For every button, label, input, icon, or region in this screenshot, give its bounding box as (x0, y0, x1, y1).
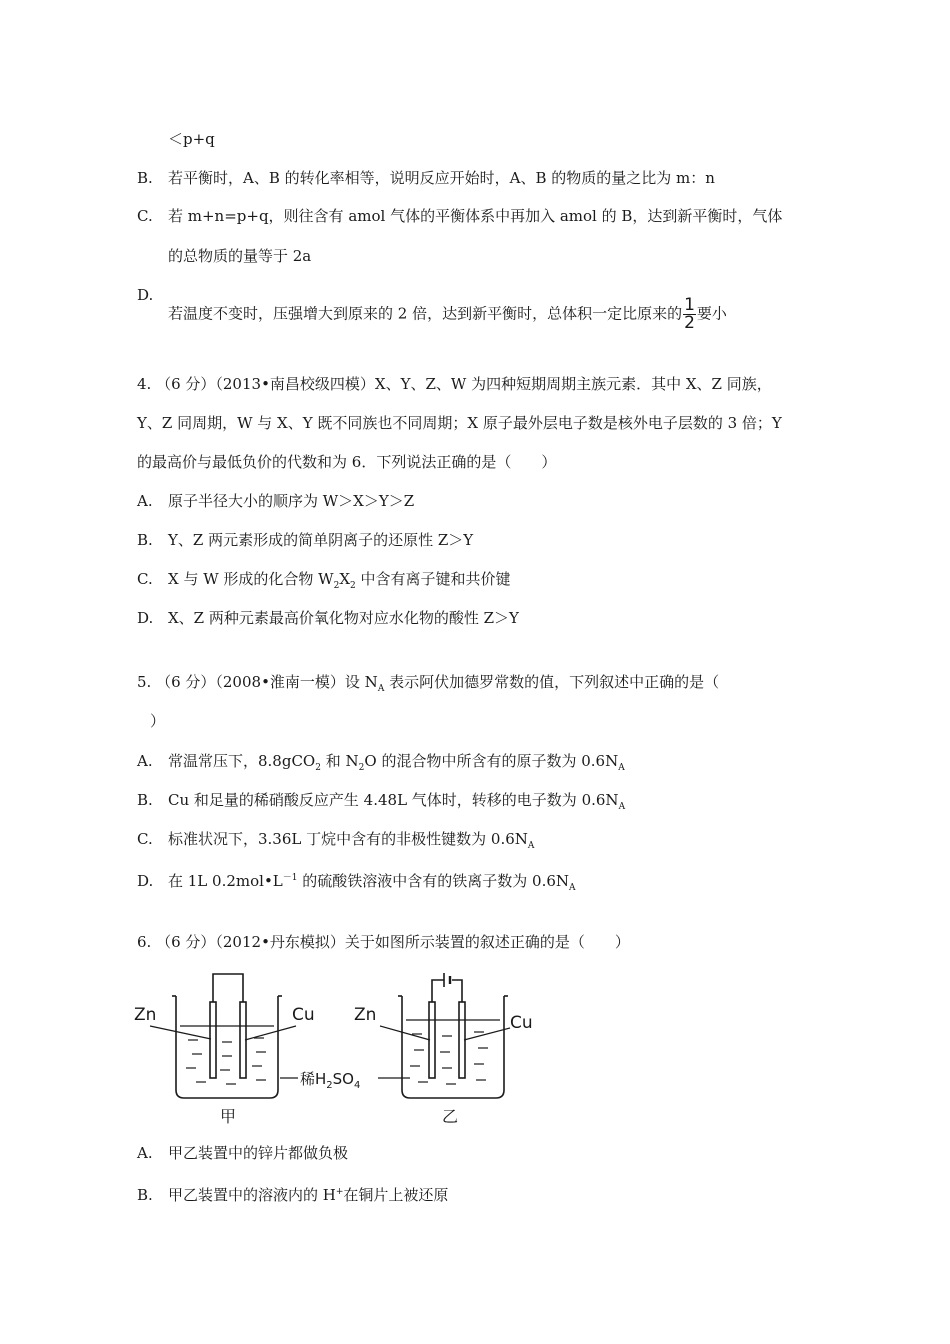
option-text: X (339, 570, 351, 588)
q3-option-c-continuation: 的总物质的量等于 2a (168, 247, 312, 265)
subscript: 2 (350, 581, 356, 591)
stem-text: 表示阿伏加德罗常数的值，下列叙述中正确的是（ (384, 673, 720, 691)
caption-right: 乙 (442, 1107, 459, 1126)
option-text: 的硫酸铁溶液中含有的铁离子数为 0.6N (297, 872, 570, 890)
option-label: D. (137, 609, 154, 627)
q3-option-d-label (137, 285, 168, 305)
option-text: 若平衡时，A、B 的转化率相等，说明反应开始时，A、B 的物质的量之比为 m：n (168, 169, 715, 187)
option-text: 甲乙装置中的锌片都做负极 (168, 1144, 349, 1162)
wire-left (213, 974, 243, 1002)
subscript: A (618, 763, 625, 773)
fraction-numerator: 1 (684, 295, 695, 315)
q6-option-b (137, 1182, 448, 1205)
q4-option-c (137, 569, 511, 596)
q4-option-a (137, 491, 414, 511)
superscript: －1 (282, 873, 298, 883)
subscript: 2 (333, 581, 340, 591)
zn-label-left: Zn (134, 1005, 157, 1025)
cu-label-right: Cu (510, 1013, 533, 1033)
fraction-denominator: 2 (684, 313, 695, 333)
option-text: 中含有离子键和共价键 (355, 570, 511, 588)
option-text: 标准状况下，3.36L 丁烷中含有的非极性键数为 0.6N (168, 830, 528, 848)
subscript: A (618, 802, 626, 812)
subscript: A (377, 684, 385, 694)
q4-stem-line3: 的最高价与最低负价的代数和为 6．下列说法正确的是（ ） (137, 453, 557, 471)
q4-option-d (137, 608, 519, 628)
q4-stem-line2: Y、Z 同周期，W 与 X、Y 既不同族也不同周期；X 原子最外层电子数是核外电子层数的 3 倍；Y (137, 414, 782, 432)
beaker-right (402, 996, 504, 1098)
acid-subscript: 2 (326, 1080, 333, 1091)
option-text: 若 m+n=p+q，则往含有 amol 气体的平衡体系中再加入 amol 的 B，达到新平衡时，气体 (168, 207, 783, 225)
option-label: A. (137, 1144, 153, 1162)
option-label: A. (137, 752, 153, 770)
q4-stem-line1: 4. （6 分）（2013•南昌校级四模）X、Y、Z、W 为四种短期周期主族元素．其中 X、Z 同族， (137, 375, 772, 393)
liquid-dashes-left (186, 1038, 266, 1084)
q6-option-a (137, 1143, 348, 1163)
electrochemical-cell-figure (130, 968, 540, 1128)
wire-right (432, 980, 462, 1002)
zn-electrode-left (210, 1002, 216, 1078)
option-text: 和 N (320, 752, 359, 770)
caption-left: 甲 (220, 1107, 237, 1126)
liquid-dashes-right (410, 1032, 488, 1084)
q5-stem-line2: ） (150, 712, 166, 730)
option-label: A. (137, 492, 153, 510)
option-text: X 与 W 形成的化合物 W (168, 570, 334, 588)
zn-pointer-right (380, 1026, 430, 1040)
beaker-left (176, 996, 278, 1098)
option-label: B. (137, 531, 153, 549)
q3-option-b (137, 168, 715, 188)
option-text: 常温常压下，8.8gCO (168, 752, 316, 770)
option-text: O 的混合物中所含有的原子数为 0.6N (364, 752, 619, 770)
acid-label (300, 1070, 360, 1091)
superscript: + (335, 1187, 344, 1197)
acid-subscript: 4 (353, 1080, 361, 1091)
option-label: D. (137, 286, 154, 304)
acid-label-text: 稀H (300, 1070, 327, 1088)
option-label: C. (137, 830, 153, 848)
option-label: C. (137, 570, 153, 588)
option-text: X、Z 两种元素最高价氧化物对应水化物的酸性 Z＞Y (168, 609, 519, 627)
q3-option-a-continuation: ＜p+q (168, 130, 215, 148)
option-label: D. (137, 872, 154, 890)
option-text: 若温度不变时，压强增大到原来的 2 倍，达到新平衡时，总体积一定比原来的 (168, 304, 683, 323)
q4-option-b (137, 530, 473, 550)
zn-pointer-left (150, 1026, 211, 1039)
cu-pointer-left (245, 1026, 296, 1040)
q3-option-c (137, 206, 782, 226)
option-label: C. (137, 207, 153, 225)
option-text: Cu 和足量的稀硝酸反应产生 4.48L 气体时，转移的电子数为 0.6N (168, 791, 619, 809)
stem-text: 5. （6 分）（2008•淮南一模）设 N (137, 673, 378, 691)
q5-option-d (137, 868, 576, 898)
q5-option-b (137, 790, 625, 817)
option-text: 在 1L 0.2mol•L (168, 872, 283, 890)
q3-option-d-text (168, 297, 727, 332)
q5-stem-line1 (137, 672, 719, 699)
option-text: 原子半径大小的顺序为 W＞X＞Y＞Z (168, 492, 415, 510)
zn-label-right: Zn (354, 1005, 377, 1025)
subscript: A (569, 883, 576, 893)
q5-option-c (137, 829, 534, 856)
option-text: Y、Z 两元素形成的简单阴离子的还原性 Z＞Y (168, 531, 474, 549)
option-label: B. (137, 1186, 153, 1204)
q6-stem-line1: 6. （6 分）（2012•丹东模拟）关于如图所示装置的叙述正确的是（ ） (137, 933, 630, 951)
cu-pointer-right (464, 1028, 510, 1040)
subscript: A (527, 841, 535, 851)
subscript: 2 (315, 763, 321, 773)
option-label: B. (137, 169, 153, 187)
subscript: 2 (358, 763, 365, 773)
option-text: 在铜片上被还原 (343, 1186, 449, 1204)
option-label: B. (137, 791, 153, 809)
fraction (683, 297, 696, 332)
q5-option-a (137, 751, 625, 778)
option-text-end: 要小 (696, 304, 727, 323)
cu-label-left: Cu (292, 1005, 315, 1025)
option-text: 甲乙装置中的溶液内的 H (168, 1186, 336, 1204)
acid-label-text: SO (332, 1070, 354, 1088)
